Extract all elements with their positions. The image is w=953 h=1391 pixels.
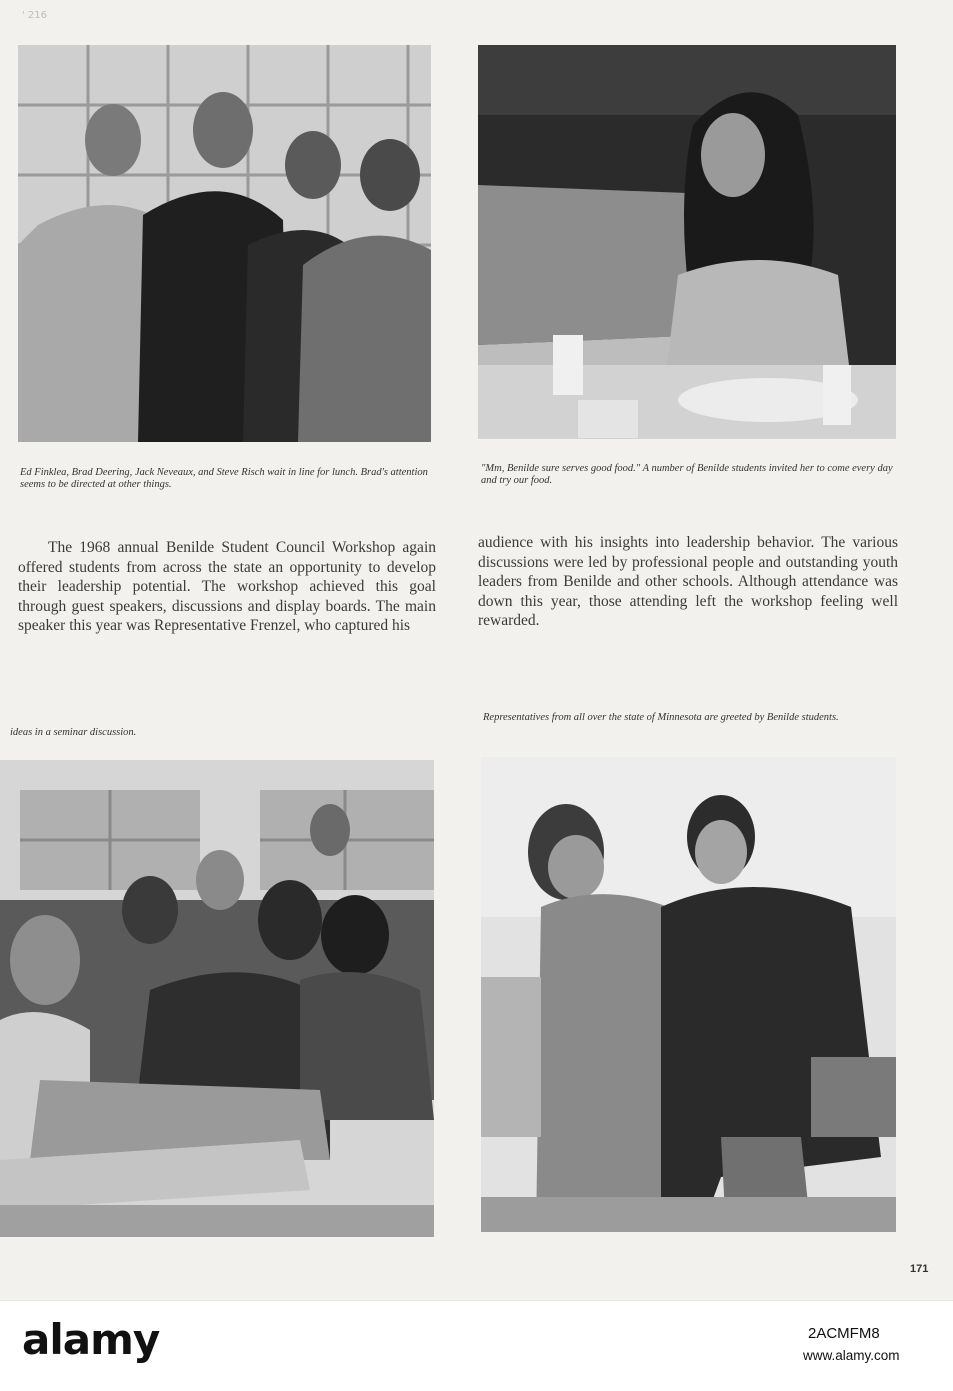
caption-greeting: Representatives from all over the state of Minnesota are greeted by Benilde students. bbox=[483, 712, 839, 723]
image-id: 2ACMFM8 bbox=[808, 1325, 880, 1342]
girl-eating-icon bbox=[478, 45, 896, 439]
caption-seminar: ideas in a seminar discussion. bbox=[10, 727, 137, 738]
boys-lunch-line-icon bbox=[18, 45, 431, 442]
site-url: www.alamy.com bbox=[803, 1348, 900, 1363]
alamy-logo: alamy bbox=[22, 1315, 160, 1364]
page-stamp: ' 216 bbox=[22, 10, 48, 21]
watermark-footer bbox=[0, 1300, 953, 1391]
caption-lunch-line: Ed Finklea, Brad Deering, Jack Neveaux, and Steve Risch wait in line for lunch. Brad's attention seems to be directed at other things. bbox=[20, 467, 428, 490]
photo-seminar bbox=[0, 760, 434, 1237]
photo-girl-eating bbox=[478, 45, 896, 439]
caption-girl-eating: "Mm, Benilde sure serves good food." A number of Benilde students invited her to come every day and try our food. bbox=[481, 463, 893, 486]
page-number: 171 bbox=[910, 1263, 929, 1275]
article-column-left: The 1968 annual Benilde Student Council Workshop again offered students from across the state an opportunity to develop their leadership potential. The workshop achieved this goal through guest speakers, discussions and display boards. The main speaker this year was Representative Frenzel, who captured his bbox=[18, 539, 436, 634]
article-column-right: audience with his insights into leadership behavior. The various discussions were led by professional people and outstanding youth leaders from Benilde and other schools. Although attendance was down this year, those attending left the workshop feeling well rewarded. bbox=[478, 534, 898, 629]
seminar-discussion-icon bbox=[0, 760, 434, 1237]
photo-lunch-line bbox=[18, 45, 431, 442]
photo-greeting bbox=[481, 757, 896, 1232]
representatives-greeted-icon bbox=[481, 757, 896, 1232]
